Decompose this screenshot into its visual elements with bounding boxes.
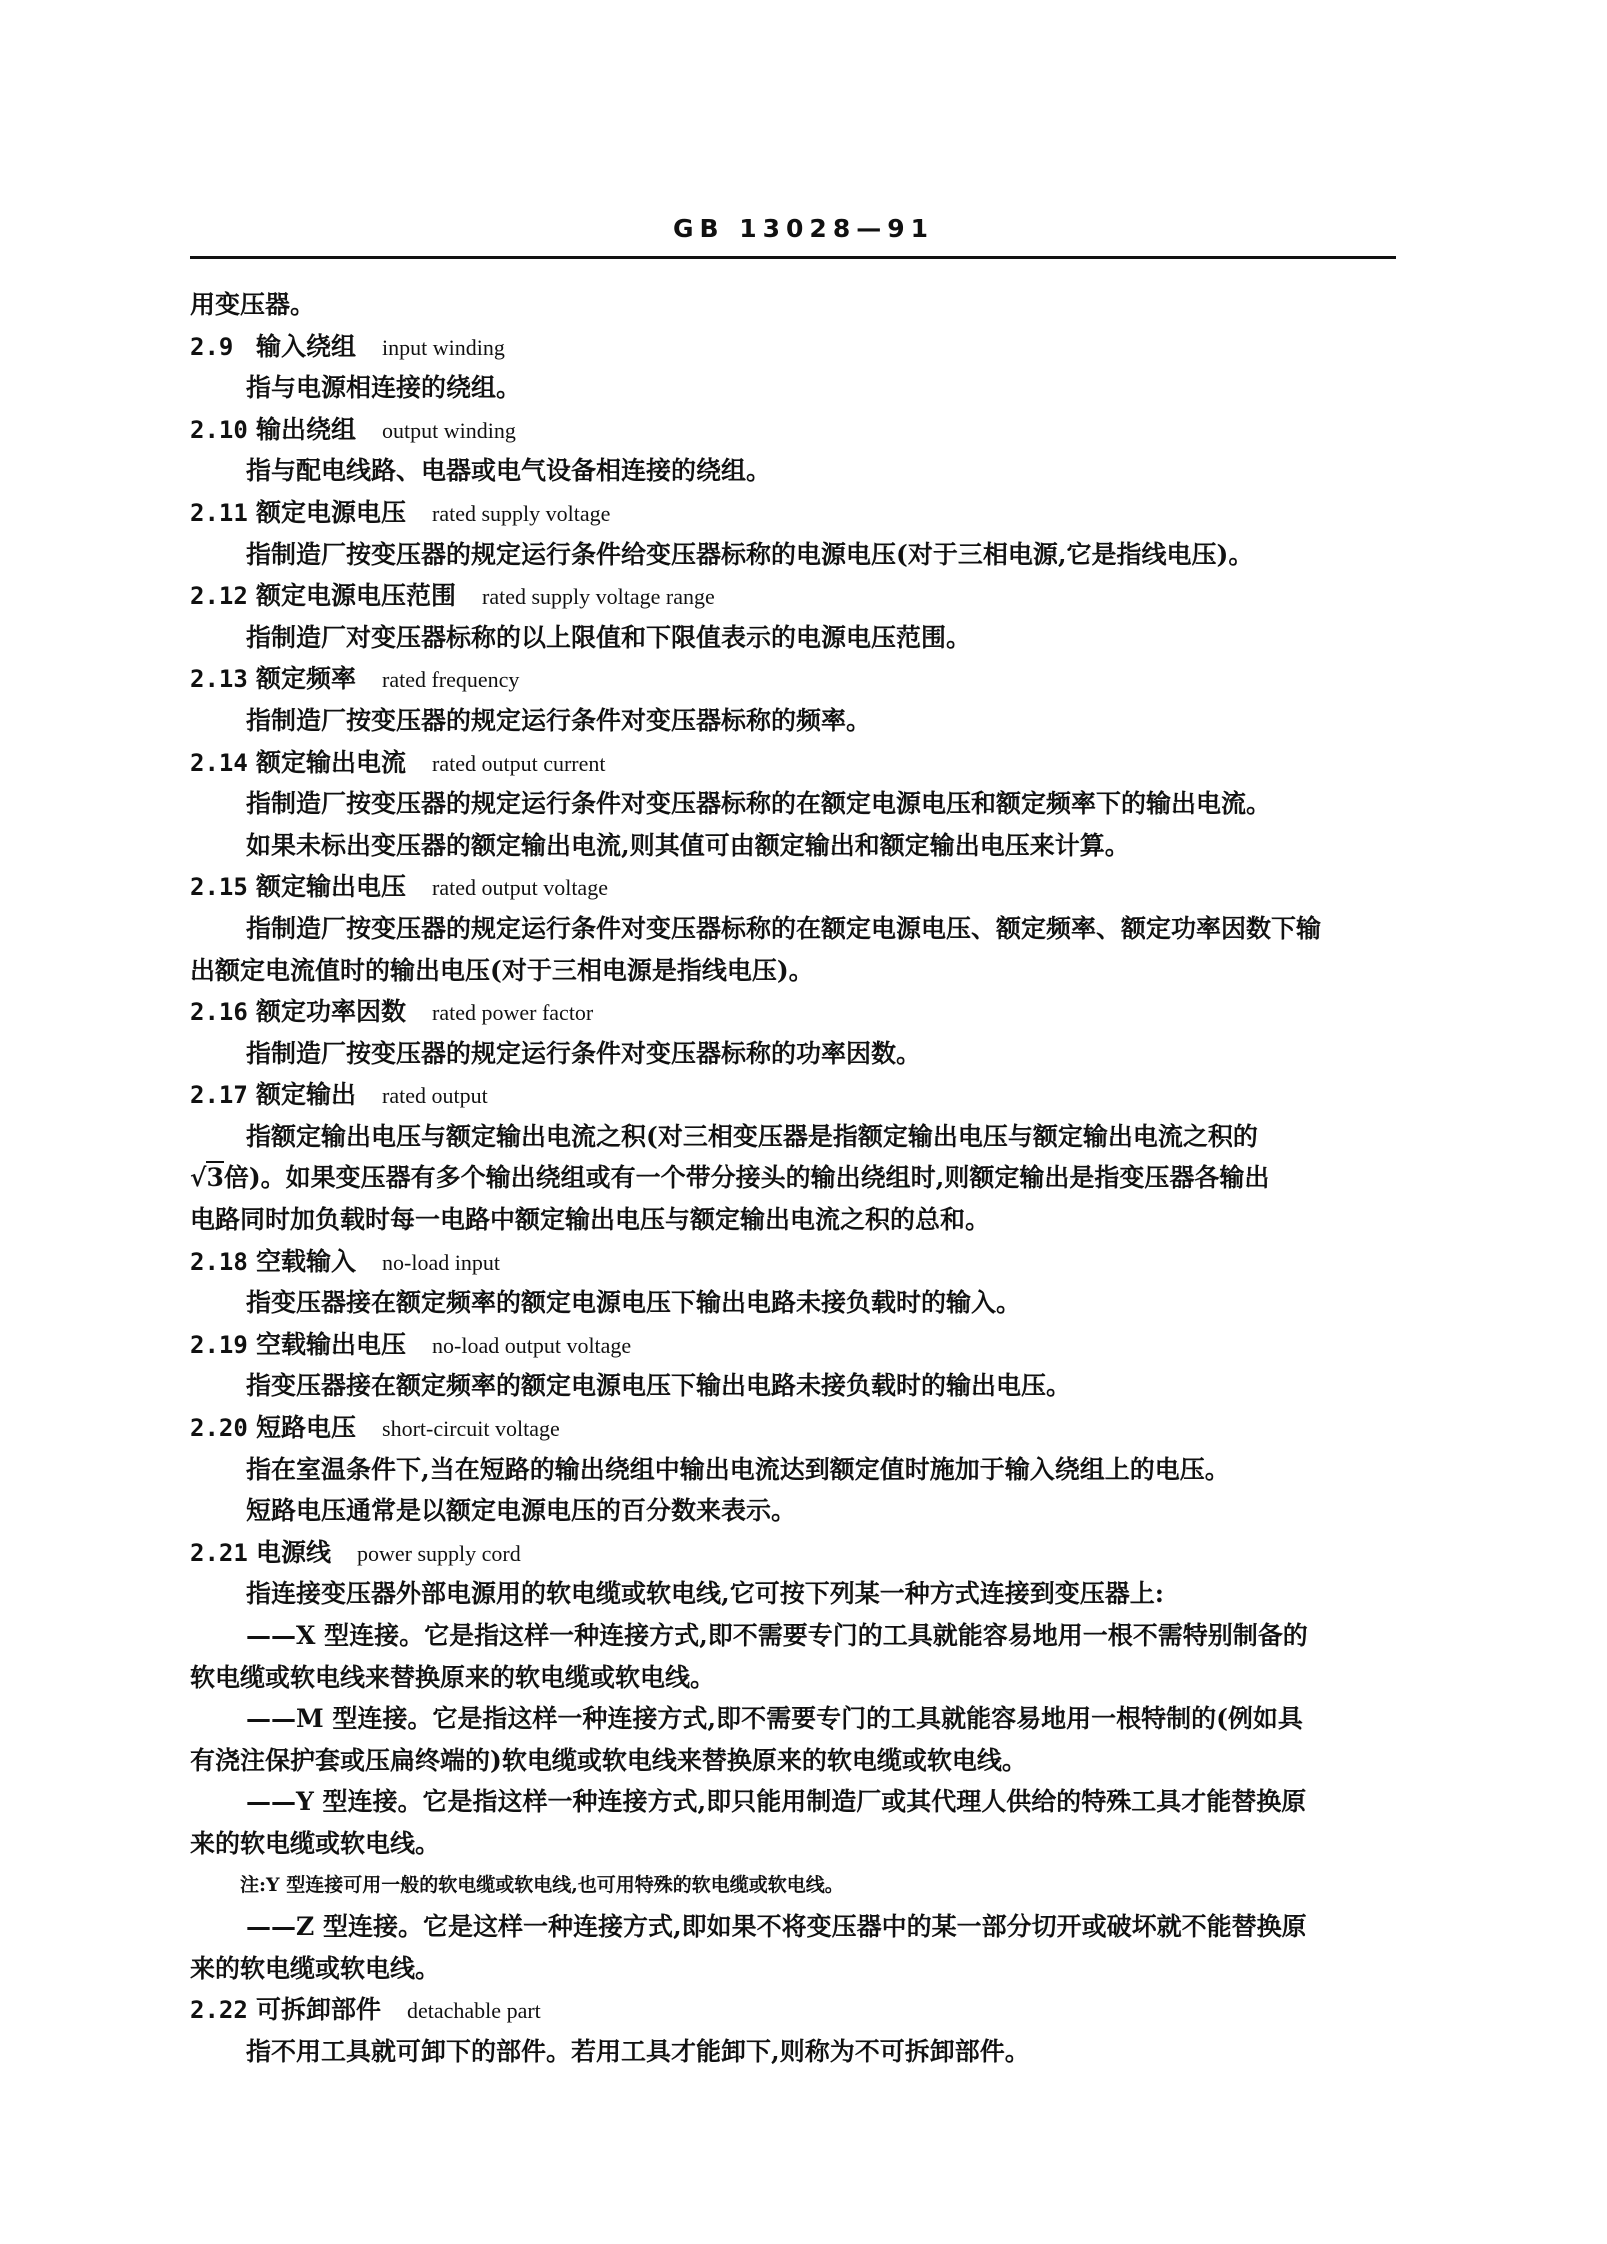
term-chinese: 可拆卸部件 xyxy=(256,1995,382,2025)
term-heading xyxy=(190,326,1396,368)
paragraph-line: 指变压器接在额定频率的额定电源电压下输出电路未接负载时的输出电压。 xyxy=(246,1371,1072,1401)
paragraph-line: 指变压器接在额定频率的额定电源电压下输出电路未接负载时的输入。 xyxy=(246,1288,1022,1318)
term-chinese: 额定输出 xyxy=(256,1080,357,1110)
term-chinese: 额定电源电压 xyxy=(256,497,407,527)
page-header-standard-number: GB 13028—91 xyxy=(672,214,935,243)
term-english: no-load output voltage xyxy=(432,1332,632,1358)
term-chinese: 输入绕组 xyxy=(256,331,357,361)
paragraph-line: 指额定输出电压与额定输出电流之积(对三相变压器是指额定输出电压与额定输出电流之积的 xyxy=(246,1121,1258,1151)
clause-number: 2.19 xyxy=(190,1330,248,1359)
continuation-line: 来的软电缆或软电线。 xyxy=(190,1953,441,1983)
paragraph-line: 短路电压通常是以额定电源电压的百分数来表示。 xyxy=(246,1496,797,1526)
clause-number: 2.17 xyxy=(190,1081,248,1110)
term-heading xyxy=(190,1074,1396,1116)
paragraph-line: 指制造厂按变压器的规定运行条件对变压器标称的频率。 xyxy=(246,705,872,735)
clause-number: 2.15 xyxy=(190,873,248,902)
clause-number: 2.10 xyxy=(190,415,248,444)
term-english: output winding xyxy=(382,417,516,443)
continuation-line: 电路同时加负载时每一电路中额定输出电压与额定输出电流之积的总和。 xyxy=(190,1205,991,1235)
term-chinese: 额定输出电压 xyxy=(256,872,407,902)
paragraph-line: 如果未标出变压器的额定输出电流,则其值可由额定输出和额定输出电压来计算。 xyxy=(246,830,1130,860)
continuation-line: 出额定电流值时的输出电压(对于三相电源是指线电压)。 xyxy=(190,955,814,985)
term-english: rated supply voltage range xyxy=(482,584,715,610)
term-heading xyxy=(190,409,1396,451)
body-line xyxy=(190,1157,1396,1199)
clause-number: 2.18 xyxy=(190,1247,248,1276)
paragraph-line: ——X 型连接。它是指这样一种连接方式,即不需要专门的工具就能容易地用一根不需特别制备的 xyxy=(246,1621,1308,1650)
term-heading xyxy=(190,991,1396,1033)
term-heading xyxy=(190,1241,1396,1283)
term-heading xyxy=(190,575,1396,617)
term-chinese: 空载输出电压 xyxy=(256,1329,407,1359)
note-line: 注:Y 型连接可用一般的软电缆或软电线,也可用特殊的软电缆或软电线。 xyxy=(240,1873,844,1896)
clause-number: 2.9 xyxy=(190,332,234,361)
paragraph-line: ——Z 型连接。它是这样一种连接方式,即如果不将变压器中的某一部分切开或破坏就不能替换原 xyxy=(246,1912,1307,1942)
header-rule xyxy=(190,256,1396,259)
clause-number: 2.21 xyxy=(190,1538,248,1567)
term-heading xyxy=(190,866,1396,908)
clause-number: 2.11 xyxy=(190,498,248,527)
term-heading xyxy=(190,658,1396,700)
term-english: detachable part xyxy=(407,1998,541,2024)
term-chinese: 额定频率 xyxy=(256,664,357,694)
term-chinese: 额定输出电流 xyxy=(256,747,407,777)
clause-number: 2.12 xyxy=(190,582,248,611)
paragraph-line: ——M 型连接。它是指这样一种连接方式,即不需要专门的工具就能容易地用一根特制的(例如具 xyxy=(246,1704,1303,1734)
paragraph-line: 指制造厂按变压器的规定运行条件给变压器标称的电源电压(对于三相电源,它是指线电压)。 xyxy=(246,539,1254,569)
paragraph-line: 指与电源相连接的绕组。 xyxy=(246,373,522,403)
term-english: rated frequency xyxy=(382,667,520,693)
term-chinese: 额定电源电压范围 xyxy=(256,581,457,611)
term-english: input winding xyxy=(382,334,505,360)
paragraph-line: 指制造厂按变压器的规定运行条件对变压器标称的功率因数。 xyxy=(246,1038,922,1068)
paragraph-line: 指在室温条件下,当在短路的输出绕组中输出电流达到额定值时施加于输入绕组上的电压。 xyxy=(246,1454,1230,1484)
term-heading xyxy=(190,1324,1396,1366)
paragraph-line: ——Y 型连接。它是指这样一种连接方式,即只能用制造厂或其代理人供给的特殊工具才能替换原 xyxy=(246,1787,1307,1817)
continuation-line: 来的软电缆或软电线。 xyxy=(190,1828,441,1858)
paragraph-line: 指制造厂按变压器的规定运行条件对变压器标称的在额定电源电压、额定频率、额定功率因数下输 xyxy=(246,913,1322,943)
term-heading xyxy=(190,1989,1396,2031)
term-chinese: 额定功率因数 xyxy=(256,997,407,1027)
sqrt-symbol: √3 xyxy=(190,1163,224,1193)
clause-number: 2.13 xyxy=(190,665,248,694)
paragraph-line: 指连接变压器外部电源用的软电缆或软电线,它可按下列某一种方式连接到变压器上: xyxy=(246,1579,1164,1609)
term-heading xyxy=(190,742,1396,784)
term-english: short-circuit voltage xyxy=(382,1416,560,1442)
term-english: rated output voltage xyxy=(432,875,608,901)
term-chinese: 输出绕组 xyxy=(256,414,357,444)
clause-number: 2.20 xyxy=(190,1414,248,1443)
term-english: rated supply voltage xyxy=(432,500,611,526)
continuation-line: 有浇注保护套或压扁终端的)软电缆或软电线来替换原来的软电缆或软电线。 xyxy=(190,1745,1027,1775)
continuation-line: 软电缆或软电线来替换原来的软电缆或软电线。 xyxy=(190,1662,716,1692)
paragraph-line: 指与配电线路、电器或电气设备相连接的绕组。 xyxy=(246,456,772,486)
paragraph-line: 指不用工具就可卸下的部件。若用工具才能卸下,则称为不可拆卸部件。 xyxy=(246,2036,1030,2066)
paragraph-line: 指制造厂对变压器标称的以上限值和下限值表示的电源电压范围。 xyxy=(246,622,972,652)
term-heading xyxy=(190,1407,1396,1449)
continuation-line: 用变压器。 xyxy=(190,290,316,319)
term-english: rated power factor xyxy=(432,1000,594,1026)
sqrt-radicand: 3 xyxy=(206,1163,224,1193)
clause-number: 2.14 xyxy=(190,748,248,777)
term-chinese: 空载输入 xyxy=(256,1246,357,1276)
clause-number: 2.16 xyxy=(190,998,248,1027)
term-english: rated output current xyxy=(432,750,606,776)
clause-number: 2.22 xyxy=(190,1996,248,2025)
term-heading xyxy=(190,1532,1396,1574)
body-text: 倍)。如果变压器有多个输出绕组或有一个带分接头的输出绕组时,则额定输出是指变压器各输出 xyxy=(223,1163,1270,1193)
term-english: rated output xyxy=(382,1083,488,1109)
document-body xyxy=(190,284,1396,2073)
term-chinese: 短路电压 xyxy=(256,1413,357,1443)
term-english: no-load input xyxy=(382,1249,500,1275)
term-chinese: 电源线 xyxy=(256,1537,332,1567)
term-english: power supply cord xyxy=(357,1540,521,1566)
term-heading xyxy=(190,492,1396,534)
paragraph-line: 指制造厂按变压器的规定运行条件对变压器标称的在额定电源电压和额定频率下的输出电流。 xyxy=(246,789,1272,819)
